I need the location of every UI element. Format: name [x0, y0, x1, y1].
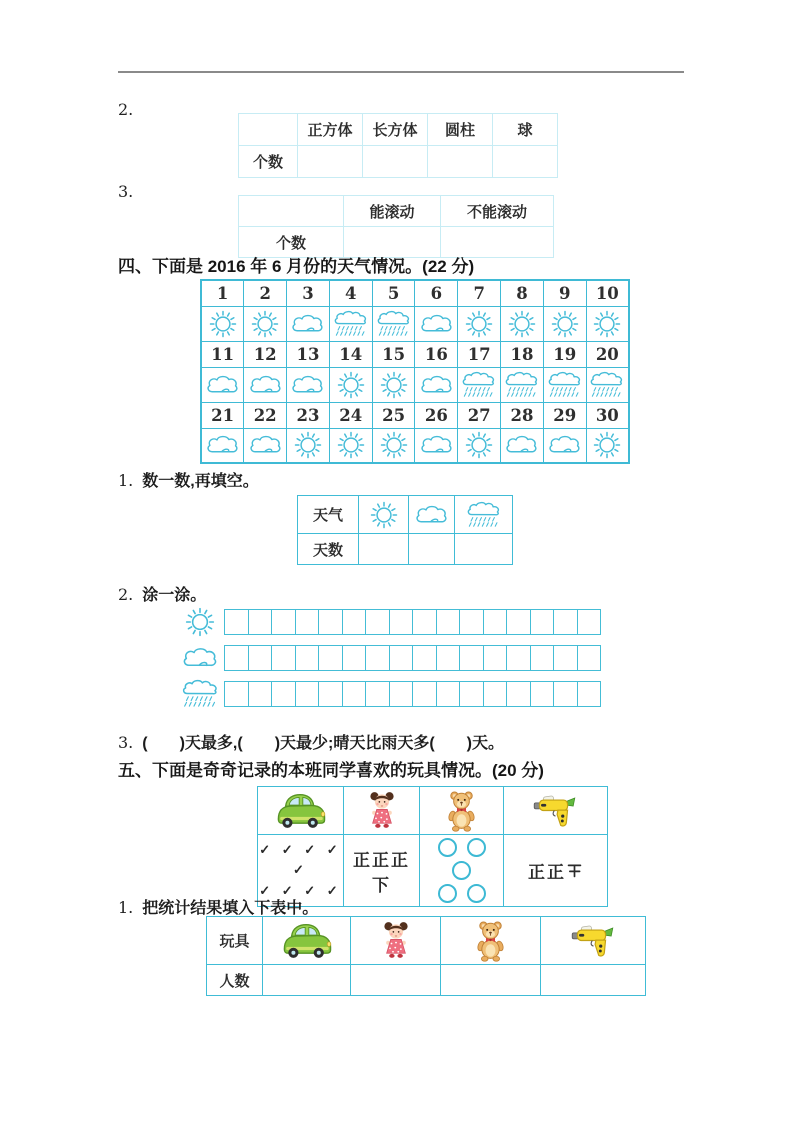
- paint-cell: [413, 646, 437, 671]
- paint-cell: [366, 610, 390, 635]
- toy-image-cell: [504, 787, 608, 835]
- calendar-day-number: 23: [287, 402, 330, 428]
- column-header: 圆柱: [428, 114, 493, 146]
- paint-cell: [272, 646, 296, 671]
- answer-blank-cell: [351, 965, 441, 996]
- table-row: [239, 196, 554, 227]
- table-row: [207, 965, 646, 996]
- answer-blank-cell: [541, 965, 646, 996]
- paint-cell: [530, 646, 554, 671]
- weather-calendar: [200, 279, 630, 464]
- s4-q1-text: 数一数,再填空。: [142, 473, 259, 490]
- paint-cell: [483, 610, 507, 635]
- column-header: 能滚动: [344, 196, 441, 227]
- table-row: [225, 682, 601, 707]
- tally-cell: [344, 835, 420, 907]
- paint-cell: [389, 610, 413, 635]
- tally-circle-icon: [467, 838, 486, 857]
- toy-gun-image: [571, 922, 616, 959]
- calendar-day-number: 14: [329, 341, 372, 367]
- calendar-weather-cell: [543, 306, 586, 341]
- toy-image-cell: [263, 917, 351, 965]
- paint-cell: [319, 610, 343, 635]
- paint-cell: [460, 682, 484, 707]
- weather-count-table: [297, 495, 513, 565]
- calendar-day-number: 29: [543, 402, 586, 428]
- answer-blank-cell: [263, 965, 351, 996]
- cloud-icon: [503, 433, 540, 457]
- rain-icon: [588, 370, 626, 400]
- calendar-weather-cell: [543, 367, 586, 402]
- weather-count-grid: [297, 495, 513, 565]
- toy-car-image: [272, 791, 330, 831]
- calendar-weather-cell: [372, 367, 415, 402]
- paint-cell: [483, 682, 507, 707]
- paint-strip-grid: [224, 645, 601, 671]
- table-row: [201, 402, 629, 428]
- answer-blank-cell: [409, 534, 455, 565]
- section5-heading: 五、下面是奇奇记录的本班同学喜欢的玩具情况。(20 分): [118, 761, 544, 780]
- toy-doll-image: [367, 788, 397, 833]
- paint-cell: [413, 610, 437, 635]
- calendar-day-number: 2: [244, 280, 287, 306]
- toy-image-cell: [351, 917, 441, 965]
- column-header: 长方体: [363, 114, 428, 146]
- calendar-day-number: 13: [287, 341, 330, 367]
- toy-image-cell: [420, 787, 504, 835]
- calendar-weather-cell: [586, 306, 629, 341]
- zheng-tally-text: 正正正下: [353, 850, 410, 895]
- table-row: [201, 428, 629, 463]
- circle-tally: [421, 836, 502, 905]
- calendar-weather-cell: [329, 428, 372, 463]
- calendar-day-number: 25: [372, 402, 415, 428]
- paint-cell: [530, 682, 554, 707]
- strip-icon-box: [176, 678, 224, 710]
- calendar-day-number: 20: [586, 341, 629, 367]
- paint-cell: [389, 646, 413, 671]
- sun-icon: [184, 606, 216, 638]
- calendar-day-number: 11: [201, 341, 244, 367]
- sun-icon: [507, 309, 537, 339]
- calendar-day-number: 12: [244, 341, 287, 367]
- toy-gun-image: [533, 792, 578, 829]
- answer-blank-cell: [455, 534, 513, 565]
- toy-bear-image: [445, 789, 478, 833]
- calendar-weather-cell: [287, 367, 330, 402]
- table-row: [201, 367, 629, 402]
- calendar-day-number: 19: [543, 341, 586, 367]
- toy-doll-image: [381, 918, 411, 963]
- weather-header-cell: [455, 496, 513, 534]
- s4-q3-number: 3.: [118, 733, 134, 752]
- paint-cell: [413, 682, 437, 707]
- calendar-weather-cell: [329, 306, 372, 341]
- s4-q2-number: 2.: [118, 585, 134, 604]
- calendar-weather-cell: [501, 306, 544, 341]
- calendar-weather-cell: [458, 306, 501, 341]
- cloud-icon: [289, 312, 326, 336]
- rain-icon: [180, 678, 221, 710]
- zheng-tally-text: 正正: [528, 858, 583, 883]
- top-divider-line: [118, 71, 684, 73]
- paint-cell: [342, 610, 366, 635]
- calendar-day-number: 8: [501, 280, 544, 306]
- paint-cell: [248, 610, 272, 635]
- paint-cell: [295, 646, 319, 671]
- table-row: [258, 787, 608, 835]
- calendar-weather-cell: [415, 306, 458, 341]
- row-label: 人数: [207, 965, 263, 996]
- table-row: [201, 306, 629, 341]
- cloud-icon: [418, 312, 455, 336]
- partial-tally-icon: [566, 862, 583, 879]
- sun-icon: [208, 309, 238, 339]
- sun-icon: [250, 309, 280, 339]
- calendar-day-number: 18: [501, 341, 544, 367]
- table-row: [239, 114, 558, 146]
- calendar-weather-cell: [244, 306, 287, 341]
- sun-icon: [592, 430, 622, 460]
- calendar-weather-cell: [501, 367, 544, 402]
- paint-cell: [460, 646, 484, 671]
- rain-icon: [460, 370, 498, 400]
- calendar-weather-cell: [287, 306, 330, 341]
- s5-q1-text: 把统计结果填入下表中。: [142, 900, 319, 917]
- paint-strips: [176, 604, 601, 712]
- cloud-paint-strip-row: [176, 640, 601, 676]
- weather-header-cell: [359, 496, 409, 534]
- sun-paint-strip-row: [176, 604, 601, 640]
- tally-circle-icon: [452, 861, 471, 880]
- sun-icon: [592, 309, 622, 339]
- s5-q1-number: 1.: [118, 898, 134, 917]
- calendar-day-number: 10: [586, 280, 629, 306]
- s4-q3-line: [118, 730, 504, 753]
- weather-calendar-grid: [200, 279, 630, 464]
- item-3-label: 3.: [118, 182, 134, 201]
- s5-q1-line: [118, 895, 318, 918]
- calendar-weather-cell: [586, 367, 629, 402]
- cloud-icon: [204, 433, 241, 457]
- calendar-day-number: 7: [458, 280, 501, 306]
- strip-icon-box: [176, 606, 224, 638]
- s4-q3-text: ( )天最多,( )天最少;晴天比雨天多( )天。: [142, 735, 505, 752]
- calendar-weather-cell: [586, 428, 629, 463]
- calendar-weather-cell: [501, 428, 544, 463]
- paint-cell: [577, 646, 601, 671]
- rain-icon: [332, 309, 370, 339]
- s4-q1-line: [118, 468, 259, 491]
- paint-cell: [295, 682, 319, 707]
- calendar-weather-cell: [329, 367, 372, 402]
- toy-tally-table: [257, 786, 608, 907]
- table-row: [298, 534, 513, 565]
- row-label: 个数: [239, 146, 298, 178]
- calendar-weather-cell: [201, 367, 244, 402]
- calendar-day-number: 26: [415, 402, 458, 428]
- cloud-icon: [204, 373, 241, 397]
- paint-cell: [272, 682, 296, 707]
- calendar-weather-cell: [287, 428, 330, 463]
- rain-icon: [503, 370, 541, 400]
- calendar-day-number: 24: [329, 402, 372, 428]
- cloud-icon: [546, 433, 583, 457]
- answer-blank-cell: [363, 146, 428, 178]
- toy-image-cell: [441, 917, 541, 965]
- calendar-day-number: 6: [415, 280, 458, 306]
- paint-cell: [577, 682, 601, 707]
- tally-cell: [420, 835, 504, 907]
- rolling-count-grid: [238, 195, 554, 258]
- rain-icon: [375, 309, 413, 339]
- answer-blank-cell: [441, 965, 541, 996]
- paint-cell: [366, 682, 390, 707]
- calendar-day-number: 1: [201, 280, 244, 306]
- section4-heading: 四、下面是 2016 年 6 月份的天气情况。(22 分): [118, 257, 475, 276]
- paint-cell: [577, 610, 601, 635]
- calendar-day-number: 21: [201, 402, 244, 428]
- calendar-weather-cell: [458, 428, 501, 463]
- table-row: [298, 496, 513, 534]
- cloud-icon: [418, 373, 455, 397]
- calendar-weather-cell: [372, 306, 415, 341]
- sun-icon: [379, 370, 409, 400]
- paint-cell: [554, 646, 578, 671]
- paint-cell: [554, 682, 578, 707]
- checkmark-tally: ✓ ✓ ✓ ✓ ✓ ✓ ✓ ✓ ✓: [259, 842, 342, 898]
- paint-strip-grid: [224, 609, 601, 635]
- sun-icon: [550, 309, 580, 339]
- calendar-day-number: 22: [244, 402, 287, 428]
- cloud-icon: [247, 433, 284, 457]
- paint-cell: [436, 646, 460, 671]
- s4-q2-text: 涂一涂。: [142, 587, 207, 604]
- paint-cell: [342, 682, 366, 707]
- calendar-weather-cell: [372, 428, 415, 463]
- toy-count-table: [206, 916, 646, 996]
- paint-cell: [225, 646, 249, 671]
- paint-cell: [554, 610, 578, 635]
- blank-cell: [239, 196, 344, 227]
- cloud-icon: [180, 645, 220, 671]
- calendar-day-number: 4: [329, 280, 372, 306]
- sun-icon: [369, 500, 399, 530]
- calendar-day-number: 15: [372, 341, 415, 367]
- paint-cell: [225, 682, 249, 707]
- cloud-icon: [413, 503, 450, 527]
- weather-header-cell: [409, 496, 455, 534]
- column-header: 正方体: [298, 114, 363, 146]
- tally-cell: [504, 835, 608, 907]
- rain-icon: [465, 500, 503, 530]
- tally-circle-icon: [467, 884, 486, 903]
- sun-icon: [293, 430, 323, 460]
- row-label: 天数: [298, 534, 359, 565]
- calendar-weather-cell: [543, 428, 586, 463]
- paint-cell: [295, 610, 319, 635]
- table-row: [201, 280, 629, 306]
- paint-cell: [507, 610, 531, 635]
- blank-cell: [239, 114, 298, 146]
- row-label: 玩具: [207, 917, 263, 965]
- paint-cell: [460, 610, 484, 635]
- toy-image-cell: [344, 787, 420, 835]
- paint-cell: [530, 610, 554, 635]
- rolling-count-table: [238, 195, 554, 258]
- calendar-weather-cell: [244, 367, 287, 402]
- tally-circle-icon: [438, 884, 457, 903]
- cloud-icon: [418, 433, 455, 457]
- toy-image-cell: [541, 917, 646, 965]
- sun-icon: [464, 430, 494, 460]
- calendar-weather-cell: [244, 428, 287, 463]
- column-header: 不能滚动: [441, 196, 554, 227]
- answer-blank-cell: [359, 534, 409, 565]
- sun-icon: [379, 430, 409, 460]
- calendar-weather-cell: [201, 428, 244, 463]
- table-row: [239, 146, 558, 178]
- paint-cell: [225, 610, 249, 635]
- table-row: [207, 917, 646, 965]
- paint-cell: [507, 646, 531, 671]
- calendar-day-number: 27: [458, 402, 501, 428]
- calendar-day-number: 28: [501, 402, 544, 428]
- answer-blank-cell: [298, 146, 363, 178]
- paint-cell: [248, 646, 272, 671]
- calendar-day-number: 3: [287, 280, 330, 306]
- calendar-weather-cell: [201, 306, 244, 341]
- answer-blank-cell: [428, 146, 493, 178]
- calendar-weather-cell: [415, 367, 458, 402]
- table-row: [201, 341, 629, 367]
- shape-count-table: [238, 113, 558, 178]
- paint-cell: [436, 682, 460, 707]
- answer-blank-cell: [493, 146, 558, 178]
- s4-q1-number: 1.: [118, 471, 134, 490]
- sun-icon: [336, 430, 366, 460]
- toy-count-grid: [206, 916, 646, 996]
- rain-icon: [546, 370, 584, 400]
- toy-bear-image: [474, 919, 507, 963]
- shape-count-grid: [238, 113, 558, 178]
- paint-cell: [272, 610, 296, 635]
- paint-cell: [389, 682, 413, 707]
- tally-circle-icon: [438, 838, 457, 857]
- calendar-weather-cell: [458, 367, 501, 402]
- toy-car-image: [278, 921, 336, 961]
- calendar-day-number: 16: [415, 341, 458, 367]
- cloud-icon: [247, 373, 284, 397]
- paint-cell: [483, 646, 507, 671]
- paint-cell: [319, 646, 343, 671]
- calendar-day-number: 30: [586, 402, 629, 428]
- cloud-icon: [289, 373, 326, 397]
- calendar-day-number: 9: [543, 280, 586, 306]
- calendar-day-number: 5: [372, 280, 415, 306]
- paint-strip-grid: [224, 681, 601, 707]
- calendar-weather-cell: [415, 428, 458, 463]
- row-label: 天气: [298, 496, 359, 534]
- paint-cell: [319, 682, 343, 707]
- paint-cell: [436, 610, 460, 635]
- paint-cell: [342, 646, 366, 671]
- item-2-label: 2.: [118, 100, 134, 119]
- paint-cell: [366, 646, 390, 671]
- table-row: [225, 646, 601, 671]
- sun-icon: [464, 309, 494, 339]
- toy-image-cell: [258, 787, 344, 835]
- sun-icon: [336, 370, 366, 400]
- s4-q2-line: [118, 582, 206, 605]
- paint-cell: [507, 682, 531, 707]
- toy-tally-grid: [257, 786, 608, 907]
- strip-icon-box: [176, 645, 224, 671]
- paint-cell: [248, 682, 272, 707]
- row-label: 个数: [239, 227, 344, 258]
- rain-paint-strip-row: [176, 676, 601, 712]
- column-header: 球: [493, 114, 558, 146]
- table-row: [225, 610, 601, 635]
- calendar-day-number: 17: [458, 341, 501, 367]
